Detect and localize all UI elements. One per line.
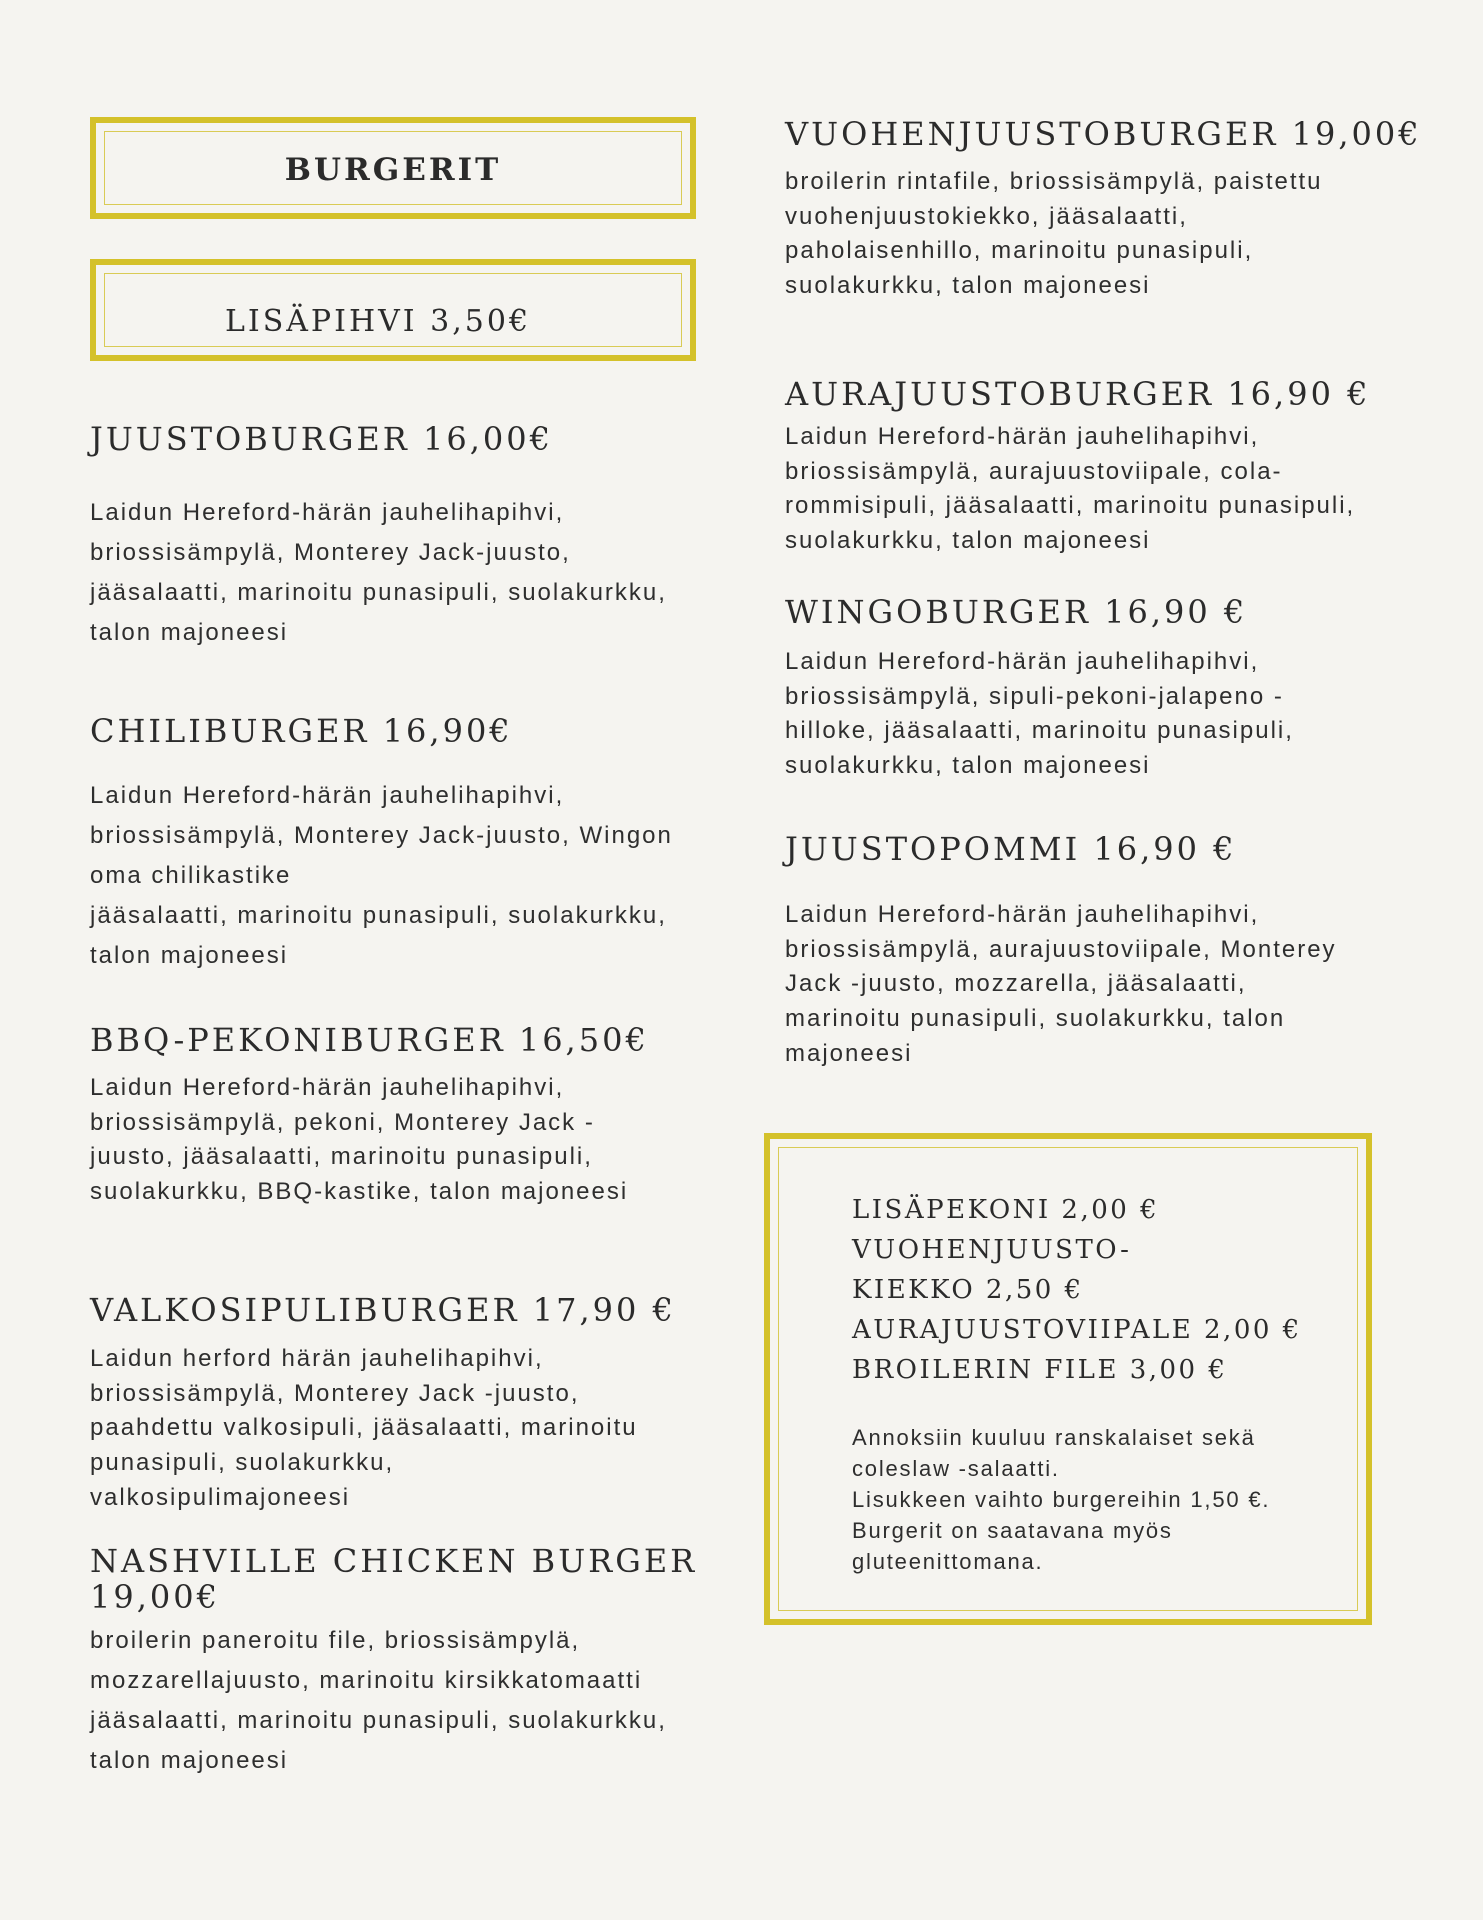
menu-item-description-aurajuustoburger: Laidun Hereford-härän jauhelihapihvi, briossisämpylä, aurajuustoviipale, cola- rommisipuli, jääsalaatti, marinoitu punasipuli, suolakurkku, talon majoneesi <box>785 423 1356 555</box>
section-title-box <box>90 117 696 219</box>
menu-item-title-chiliburger: CHILIBURGER 16,90€ <box>90 712 513 750</box>
menu-item-title-juustoburger: JUUSTOBURGER 16,00€ <box>90 420 553 458</box>
menu-item-description-vuohenjuustoburger: broilerin rintafile, briossisämpylä, paistettu vuohenjuustokiekko, jääsalaatti, paholaisenhillo, marinoitu punasipuli, suolakurkku, talon majoneesi <box>785 168 1323 300</box>
extras-notes: Annoksiin kuuluu ranskalaiset sekä coleslaw -salaatti. Lisukkeen vaihto burgereihin 1,50 €. Burgerit on saatavana myös gluteenittomana. <box>852 1425 1271 1574</box>
extra-patty-box <box>90 259 696 361</box>
menu-item-description-chiliburger: Laidun Hereford-härän jauhelihapihvi, briossisämpylä, Monterey Jack-juusto, Wingon oma chilikastike jääsalaatti, marinoitu punasipuli, suolakurkku, talon majoneesi <box>90 782 673 969</box>
extras-list: LISÄPEKONI 2,00 € VUOHENJUUSTO- KIEKKO 2,50 € AURAJUUSTOVIIPALE 2,00 € BROILERIN FILE 3,00 € <box>852 1195 1302 1385</box>
menu-item-title-vuohenjuustoburger: VUOHENJUUSTOBURGER 19,00€ <box>785 115 1422 153</box>
menu-item-title-wingoburger: WINGOBURGER 16,90 € <box>785 593 1248 631</box>
menu-item-description-nashville-chicken-burger: broilerin paneroitu file, briossisämpylä, mozzarellajuusto, marinoitu kirsikkatomaatti jääsalaatti, marinoitu punasipuli, suolakurkku, talon majoneesi <box>90 1627 667 1774</box>
menu-item-title-aurajuustoburger: AURAJUUSTOBURGER 16,90 € <box>785 375 1371 413</box>
menu-item-description-juustopommi: Laidun Hereford-härän jauhelihapihvi, briossisämpylä, aurajuustoviipale, Monterey Jack -juusto, mozzarella, jääsalaatti, marinoitu punasipuli, suolakurkku, talon majoneesi <box>785 901 1337 1067</box>
extras-box <box>764 1133 1372 1625</box>
section-title: BURGERIT <box>284 152 502 188</box>
menu-item-description-wingoburger: Laidun Hereford-härän jauhelihapihvi, briossisämpylä, sipuli-pekoni-jalapeno - hilloke, jääsalaatti, marinoitu punasipuli, suolakurkku, talon majoneesi <box>785 648 1294 780</box>
menu-item-description-valkosipuliburger: Laidun herford härän jauhelihapihvi, briossisämpylä, Monterey Jack -juusto, paahdettu valkosipuli, jääsalaatti, marinoitu punasipuli, suolakurkku, valkosipulimajoneesi <box>90 1345 638 1511</box>
menu-item-description-juustoburger: Laidun Hereford-härän jauhelihapihvi, briossisämpylä, Monterey Jack-juusto, jääsalaatti, marinoitu punasipuli, suolakurkku, talon majoneesi <box>90 499 667 646</box>
menu-item-title-nashville-chicken-burger: NASHVILLE CHICKEN BURGER 19,00€ <box>90 1542 698 1616</box>
menu-item-title-valkosipuliburger: VALKOSIPULIBURGER 17,90 € <box>90 1291 676 1329</box>
extra-patty-label: LISÄPIHVI 3,50€ <box>224 304 532 339</box>
menu-item-title-juustopommi: JUUSTOPOMMI 16,90 € <box>785 830 1237 868</box>
menu-item-title-bbq-pekoniburger: BBQ-PEKONIBURGER 16,50€ <box>90 1021 649 1059</box>
menu-item-description-bbq-pekoniburger: Laidun Hereford-härän jauhelihapihvi, briossisämpylä, pekoni, Monterey Jack - juusto, jääsalaatti, marinoitu punasipuli, suolakurkku, BBQ-kastike, talon majoneesi <box>90 1074 629 1206</box>
